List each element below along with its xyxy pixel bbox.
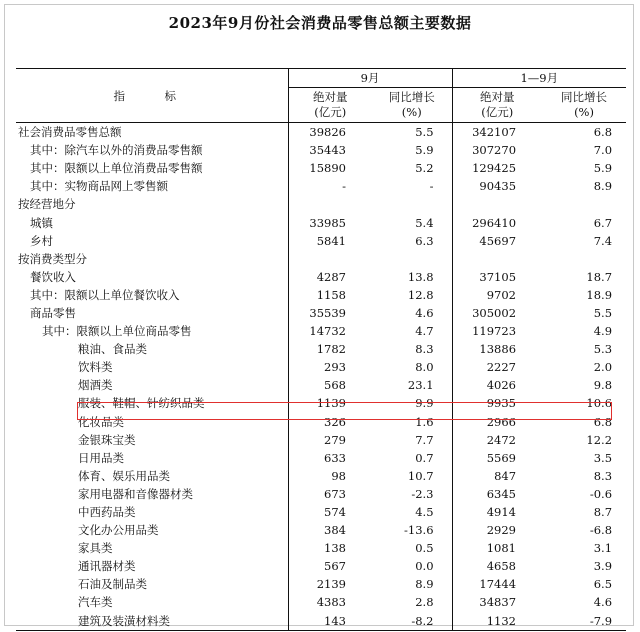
month-abs-value: 35539 [309,305,346,320]
table-row [16,413,626,431]
header-indicator: 指 标 [16,69,288,123]
ytd-yoy-value: 7.0 [593,143,613,158]
ytd-yoy-value: 6.7 [593,215,613,230]
table-row [16,141,626,159]
table-row [16,557,626,575]
ytd-yoy-value: 4.9 [593,324,613,339]
month-abs-value: 1139 [316,396,346,411]
month-abs-value: 293 [324,360,346,375]
month-abs-value: - [342,179,346,194]
row-label: 中西药品类 [16,503,288,521]
table-row [16,431,626,449]
month-yoy-value: 5.5 [372,123,452,142]
header-ytd-group: 1—9月 [452,69,626,88]
ytd-abs-value: 9935 [486,396,517,411]
header-ytd-yoy [542,88,626,123]
month-abs-value: 4383 [316,595,346,610]
ytd-abs-value: 307270 [472,143,517,158]
table-row [16,177,626,195]
row-label: 按经营地分 [16,195,288,213]
month-yoy-value: 12.8 [372,286,452,304]
ytd-abs-value: 1132 [452,612,542,631]
table-body [16,123,626,631]
month-yoy-value: 23.1 [372,376,452,394]
month-abs-value: 39826 [309,125,346,140]
month-abs-value [288,195,372,213]
ytd-abs-value: 1081 [486,541,517,556]
header-yoy-line2: (%) [401,105,422,119]
ytd-yoy-value: 5.5 [593,305,613,320]
ytd-abs-value: 90435 [479,179,517,194]
ytd-abs-value: 4026 [486,378,517,393]
month-yoy-value: 7.7 [372,431,452,449]
ytd-abs-value: 119723 [472,324,517,339]
month-abs-value: 14732 [309,324,346,339]
table-row [16,322,626,340]
ytd-yoy-value: 18.9 [586,287,613,302]
month-abs-value: 33985 [309,215,346,230]
ytd-abs-value: 34837 [479,595,517,610]
ytd-abs-value: 2227 [486,360,517,375]
ytd-yoy-value: 8.7 [593,505,613,520]
table-row [16,304,626,322]
month-yoy-value: 9.9 [372,394,452,412]
month-abs-value: 326 [324,414,346,429]
row-label: 金银珠宝类 [16,431,288,449]
month-abs-value: 4287 [316,269,346,284]
ytd-abs-value: 847 [494,468,517,483]
month-abs-value: 673 [324,486,346,501]
header-row-groups [16,69,626,88]
row-label: 家具类 [16,539,288,557]
table-row [16,232,626,250]
ytd-abs-value: 13886 [479,342,517,357]
ytd-yoy-value: -7.9 [542,612,626,631]
month-abs-value: 633 [324,450,346,465]
ytd-abs-value [452,250,542,268]
ytd-yoy-value: 10.6 [586,396,613,411]
table-row [16,268,626,286]
month-yoy-value: 0.0 [372,557,452,575]
month-abs-value: 279 [324,432,346,447]
table-row [16,159,626,177]
ytd-abs-value: 2472 [486,432,517,447]
ytd-yoy-value: 6.5 [593,577,613,592]
header-yoy-line1: 同比增长 [388,90,435,104]
ytd-abs-value: 305002 [472,305,517,320]
ytd-abs-value: 6345 [486,486,517,501]
ytd-yoy-value: 12.2 [586,432,613,447]
ytd-yoy-value: 8.9 [593,179,613,194]
ytd-abs-value: 37105 [479,269,517,284]
row-label: 商品零售 [16,304,288,322]
month-abs-value: 567 [324,559,346,574]
ytd-yoy-value: 8.3 [593,468,613,483]
row-label: 建筑及装潢材料类 [16,612,288,631]
month-abs-value: 5841 [316,233,346,248]
month-yoy-value: 5.9 [372,141,452,159]
row-label: 社会消费品零售总额 [16,123,288,142]
header-abs-line2: (亿元) [481,105,514,119]
month-abs-value [288,250,372,268]
row-label: 按消费类型分 [16,250,288,268]
month-abs-value: 143 [288,612,372,631]
month-yoy-value: 10.7 [372,467,452,485]
table-row [16,612,626,631]
month-abs-value: 15890 [309,161,346,176]
table-row [16,358,626,376]
month-yoy-value: 5.2 [372,159,452,177]
ytd-yoy-value: 9.8 [593,378,613,393]
month-yoy-value: -8.2 [372,612,452,631]
row-label: 文化办公用品类 [16,521,288,539]
month-yoy-value: 4.5 [372,503,452,521]
ytd-yoy-value: 3.5 [593,450,613,465]
ytd-abs-value: 2929 [486,523,517,538]
month-abs-value: 574 [324,505,346,520]
row-label: 家用电器和音像器材类 [16,485,288,503]
ytd-yoy-value: -0.6 [589,486,613,501]
ytd-yoy-value: 5.9 [593,161,613,176]
table-row [16,575,626,593]
ytd-yoy-value: 3.9 [593,559,613,574]
ytd-abs-value: 296410 [472,215,517,230]
month-yoy-value [372,195,452,213]
row-label: 体育、娱乐用品类 [16,467,288,485]
row-label: 城镇 [16,213,288,231]
table-row [16,195,626,213]
row-label: 其中：实物商品网上零售额 [16,177,288,195]
header-month-yoy [372,88,452,123]
ytd-yoy-value [542,195,626,213]
table-row [16,394,626,412]
month-yoy-value: - [372,177,452,195]
month-yoy-value: -13.6 [372,521,452,539]
row-label: 服装、鞋帽、针纺织品类 [16,394,288,412]
header-abs-line2: (亿元) [314,105,347,119]
month-yoy-value: 5.4 [372,213,452,231]
month-abs-value: 384 [324,523,346,538]
month-yoy-value: 8.3 [372,340,452,358]
ytd-yoy-value: 3.1 [593,541,613,556]
month-yoy-value: 0.5 [372,539,452,557]
header-month-abs [288,88,372,123]
table-row [16,521,626,539]
month-yoy-value: -2.3 [372,485,452,503]
month-abs-value: 568 [324,378,346,393]
ytd-abs-value: 342107 [472,125,517,140]
table-row [16,485,626,503]
row-label: 其中：除汽车以外的消费品零售额 [16,141,288,159]
row-label: 其中：限额以上单位商品零售 [16,322,288,340]
ytd-abs-value: 2966 [486,414,517,429]
page-title: 2023年9月份社会消费品零售总额主要数据 [168,14,472,32]
month-yoy-value: 4.6 [372,304,452,322]
table-row [16,286,626,304]
ytd-abs-value: 5569 [486,450,517,465]
month-abs-value: 98 [331,468,346,483]
ytd-yoy-value: 2.0 [593,360,613,375]
ytd-abs-value: 45697 [479,233,517,248]
ytd-abs-value: 4658 [486,559,517,574]
header-month-group: 9月 [288,69,452,88]
row-label: 通讯器材类 [16,557,288,575]
month-abs-value: 1782 [316,342,346,357]
month-abs-value: 138 [324,541,346,556]
header-abs-line1: 绝对量 [313,90,348,104]
table-row [16,539,626,557]
ytd-yoy-value: -6.8 [589,523,613,538]
month-yoy-value [372,250,452,268]
table-row [16,340,626,358]
month-abs-value: 2139 [316,577,346,592]
table-row [16,449,626,467]
month-yoy-value: 8.0 [372,358,452,376]
table-row [16,250,626,268]
table-row [16,376,626,394]
row-label: 其中：限额以上单位餐饮收入 [16,286,288,304]
ytd-yoy-value: 18.7 [586,269,613,284]
row-label: 餐饮收入 [16,268,288,286]
month-yoy-value: 0.7 [372,449,452,467]
header-yoy-line2: (%) [574,105,594,119]
ytd-yoy-value: 6.8 [593,125,613,140]
header-abs-line1: 绝对量 [480,90,515,104]
header-yoy-line1: 同比增长 [561,90,608,104]
retail-sales-table [16,68,626,631]
month-yoy-value: 1.6 [372,413,452,431]
month-yoy-value: 13.8 [372,268,452,286]
row-label: 烟酒类 [16,376,288,394]
ytd-yoy-value: 6.8 [593,414,613,429]
month-yoy-value: 4.7 [372,322,452,340]
ytd-abs-value: 9702 [486,287,517,302]
table-row [16,123,626,142]
ytd-yoy-value: 7.4 [593,233,613,248]
ytd-abs-value: 17444 [479,577,517,592]
row-label: 乡村 [16,232,288,250]
ytd-abs-value [452,195,542,213]
row-label: 化妆品类 [16,413,288,431]
ytd-abs-value: 129425 [472,161,517,176]
ytd-yoy-value: 5.3 [593,342,613,357]
table-row [16,503,626,521]
row-label: 石油及制品类 [16,575,288,593]
ytd-yoy-value: 4.6 [593,595,613,610]
month-abs-value: 1158 [316,287,346,302]
month-abs-value: 35443 [309,143,346,158]
month-yoy-value: 2.8 [372,593,452,611]
table-row [16,213,626,231]
row-label: 日用品类 [16,449,288,467]
month-yoy-value: 6.3 [372,232,452,250]
row-label: 其中：限额以上单位消费品零售额 [16,159,288,177]
table-row [16,467,626,485]
month-yoy-value: 8.9 [372,575,452,593]
row-label: 粮油、食品类 [16,340,288,358]
row-label: 汽车类 [16,593,288,611]
row-label: 饮料类 [16,358,288,376]
ytd-abs-value: 4914 [486,505,517,520]
header-ytd-abs [452,88,542,123]
table-row [16,593,626,611]
ytd-yoy-value [542,250,626,268]
